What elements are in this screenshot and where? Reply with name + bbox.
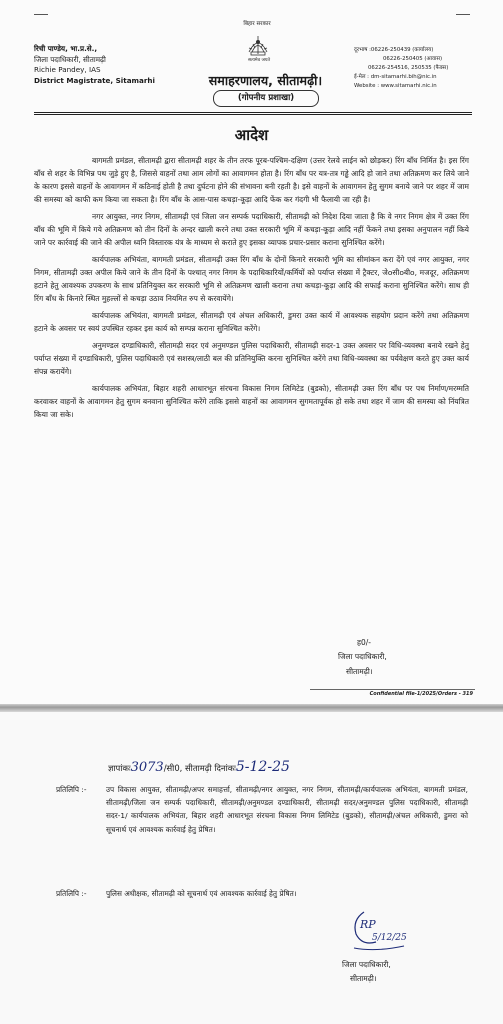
dispatch-signature-title: जिला पदाधिकारी, <box>342 960 391 969</box>
initials-date: 5/12/25 <box>372 933 407 943</box>
dispatch-date: 5-12-25 <box>235 759 290 775</box>
signed-mark: ह0/- <box>357 638 371 647</box>
corner-mark <box>34 14 48 15</box>
govt-line: बिहार सरकार <box>243 21 271 27</box>
officer-name-en: Richie Pandey, IAS <box>34 65 101 75</box>
contact-phone-residence: 06226-250405 (आवास) <box>383 56 443 62</box>
contact-phone-office: दूरभाष :06226-250439 (कार्यालय) <box>354 47 434 53</box>
order-paragraph: कार्यपालक अभियंता, बिहार शहरी आधारभूत संरचना विकास निगम लिमिटेड (बुडको), सीतामढ़ी उक्त रिंग बाँध पर पथ निर्माण/मरम्मति करवाकर वाहनों के आवागमन हेतु सुगम बनवाना सुनिश्चित करेंगे ताकि इससे वाहनों का आवागमन सुगमतापूर्वक हो सके तथा शहर में जाम की समस्या को निंयत्रित किया जा सके। <box>34 384 469 419</box>
initials-text: RP <box>360 918 376 931</box>
header-rule <box>34 114 472 115</box>
section-badge: (गोपनीय प्रशाखा) <box>213 90 319 107</box>
order-paragraph: नगर आयुक्त, नगर निगम, सीतामढ़ी एवं जिला जन सम्पर्क पदाधिकारी, सीतामढ़ी को निदेश दिया जाता है कि वे नगर निगम क्षेत्र में उक्त रिंग बाँध की भूमि में किये गये अतिक्रमण को तीन दिनों के अन्दर खाली करने तथा उक्त सरकारी भूमि में कचड़ा-कूड़ा आदि नहीं फेंकने तथा इसका अनुपालन नहीं किये जाने पर कार्रवाई की जाने की अपील ध्वनि विस्तारक यंत्र के माध्यम से कराते हुए इसका व्यापक प्रचार-प्रसार कराना सुनिश्चित करेंगे। <box>34 212 469 247</box>
order-body <box>34 154 469 421</box>
copy-text: पुलिस अधीक्षक, सीतामढ़ी को सूचनार्थ एवं आवश्यक कार्रवाई हेतु प्रेषित। <box>106 889 297 898</box>
dispatch-number: 3073 <box>130 760 164 775</box>
officer-title-hi: जिला पदाधिकारी, सीतामढ़ी <box>34 54 106 64</box>
officer-block <box>34 44 155 86</box>
contact-website: Website : www.sitamarhi.nic.in <box>354 83 437 89</box>
dispatch-line <box>108 759 290 775</box>
contact-block <box>354 46 448 91</box>
copy-list-item <box>56 887 468 900</box>
copy-label: प्रतिलिपि :- <box>56 785 87 794</box>
signature-title: जिला पदाधिकारी, <box>338 652 387 661</box>
copy-list-item <box>56 783 468 836</box>
signature-place: सीतामढ़ी। <box>346 667 373 676</box>
order-paragraph: बागमती प्रमंडल, सीतामढ़ी द्वारा सीतामढ़ी शहर के तीन तरफ पूरब-पश्चिम-दक्षिण (उत्तर रेलवे लाईन को छोड़कर) रिंग बाँध निर्मित है। इस रिंग बाँध से शहर के विभिन्न पथ जुड़े हुए है, जिससे वाहनों तथा आम लोगों का आवागमन होता है। रिंग बाँध पर यत्र-तत्र गड्ढे आदि हो जाने तथा अतिक्रमण कर लिये जाने के कारण इससे वाहनों के आवागमन में कठिनाई होती है तथा दुर्घटना होने की संभावना बनी रहती है। इसे वाहनों के आवागमन हेतु सुगम बनाये जाने पर शहर में जाम की समस्या को काफी कम किया जा सकता है। रिंग बाँध के आस-पास कचड़ा-कूड़ा आदि फेंक कर गंदगी भी फैलायी जा रही है। <box>34 156 469 204</box>
footer-rule <box>310 689 475 690</box>
emblem-caption: सत्यमेव जयते <box>247 58 271 63</box>
order-title: आदेश <box>234 126 269 144</box>
corner-mark <box>456 14 470 15</box>
header-rule <box>34 112 472 113</box>
order-paragraph: अनुमण्डल दण्डाधिकारी, सीतामढ़ी सदर एवं अनुमण्डल पुलिस पदाधिकारी, सीतामढ़ी सदर-1 उक्त अवसर पर विधि-व्यवस्था बनाये रखने हेतु पर्याप्त संख्या में दण्डाधिकारी, पुलिस पदाधिकारी एवं सशस्त्र/लाठी बल की प्रतिनियुक्ति करना सुनिश्चित करेंगे तथा विधि-व्यवस्था का पर्यवेक्षण करते हुए उक्त कार्य संपन्न करायेंगे। <box>34 341 469 376</box>
officer-title-en: District Magistrate, Sitamarhi <box>34 75 156 85</box>
dispatch-signature-place: सीतामढ़ी। <box>350 974 377 983</box>
signature-block <box>338 649 387 679</box>
office-name: समाहरणालय, सीतामढ़ी। <box>208 73 323 88</box>
order-paragraph: कार्यपालक अभियंता, बागमती प्रमंडल, सीतामढ़ी एवं अंचल अधिकारी, डुमरा उक्त कार्य में आवश्यक सहयोग प्रदान करेंगे तथा अतिक्रमण हटाने के अवसर पर स्वयं उपस्थित रहकर इस कार्य को सम्पन्न कराना सुनिश्चित करेंगे। <box>34 311 469 333</box>
page-separator <box>0 704 503 712</box>
contact-fax: 06226-254516, 250535 (फैक्स) <box>368 65 449 71</box>
dispatch-mid: /सी0, सीतामढ़ी दिनांकः <box>163 763 236 773</box>
contact-email: ई-मेल : dm-sitamarhi.bih@nic.in <box>354 74 437 80</box>
handwritten-initials-icon <box>346 906 426 954</box>
dispatch-prefix: ज्ञापांकः <box>108 763 131 773</box>
copy-text: उप विकास आयुक्त, सीतामढ़ी/अपर समाहर्त्ता, सीतामढ़ी/नगर आयुक्त, नगर निगम, सीतामढ़ी/कार्यपालक अभियंता, बागमती प्रमंडल, सीतामढ़ी/जिला जन सम्पर्क पदाधिकारी, सीतामढ़ी/अनुमण्डल दण्डाधिकारी, सीतामढ़ी सदर/अनुमण्डल पुलिस पदाधिकारी, सीतामढ़ी सदर-1/ कार्यपालक अभियंता, बिहार शहरी आधारभूत संरचना विकास निगम लिमिटेड (बुडको), सीतामढ़ी/अंचल अधिकारी, डुमरा को सूचनार्थ एवं आवश्यक कार्रवाई हेतु प्रेषित। <box>106 785 468 834</box>
copy-label: प्रतिलिपि :- <box>56 889 87 898</box>
officer-name-hi: रिची पाण्डेय, भा.प्र.से., <box>34 44 98 53</box>
order-paragraph: कार्यपालक अभियंता, बागमती प्रमंडल, सीतामढ़ी उक्त रिंग बाँध के दोनों किनारे सरकारी भूमि का सीमांकन करा देंगे एवं नगर आयुक्त, नगर निगम, सीतामढ़ी उक्त अपील किये जाने के तीन दिनों के पश्चात् नगर निगम के पदाधिकारियों/कर्मियों को पर्याप्त संख्या में ट्रैक्टर, जेoसीoबीo, मजदूर, अतिक्रमण हटाने हेतु आवश्यक उपकरण के साथ प्रतिनियुक्त कर सरकारी भूमि से अतिक्रमण खाली कराना तथा कचड़ा-कूड़ा आदि की सफाई कराना सुनिश्चित करेंगे। साथ ही रिंग बाँध के किनारे स्थित मुहल्लों से कचड़ा उठाव नियमित रुप से करवायेंगे। <box>34 255 469 303</box>
dispatch-signature-block <box>342 958 391 986</box>
file-reference: Confidential file-1/2025/Orders - 319 <box>369 691 473 697</box>
